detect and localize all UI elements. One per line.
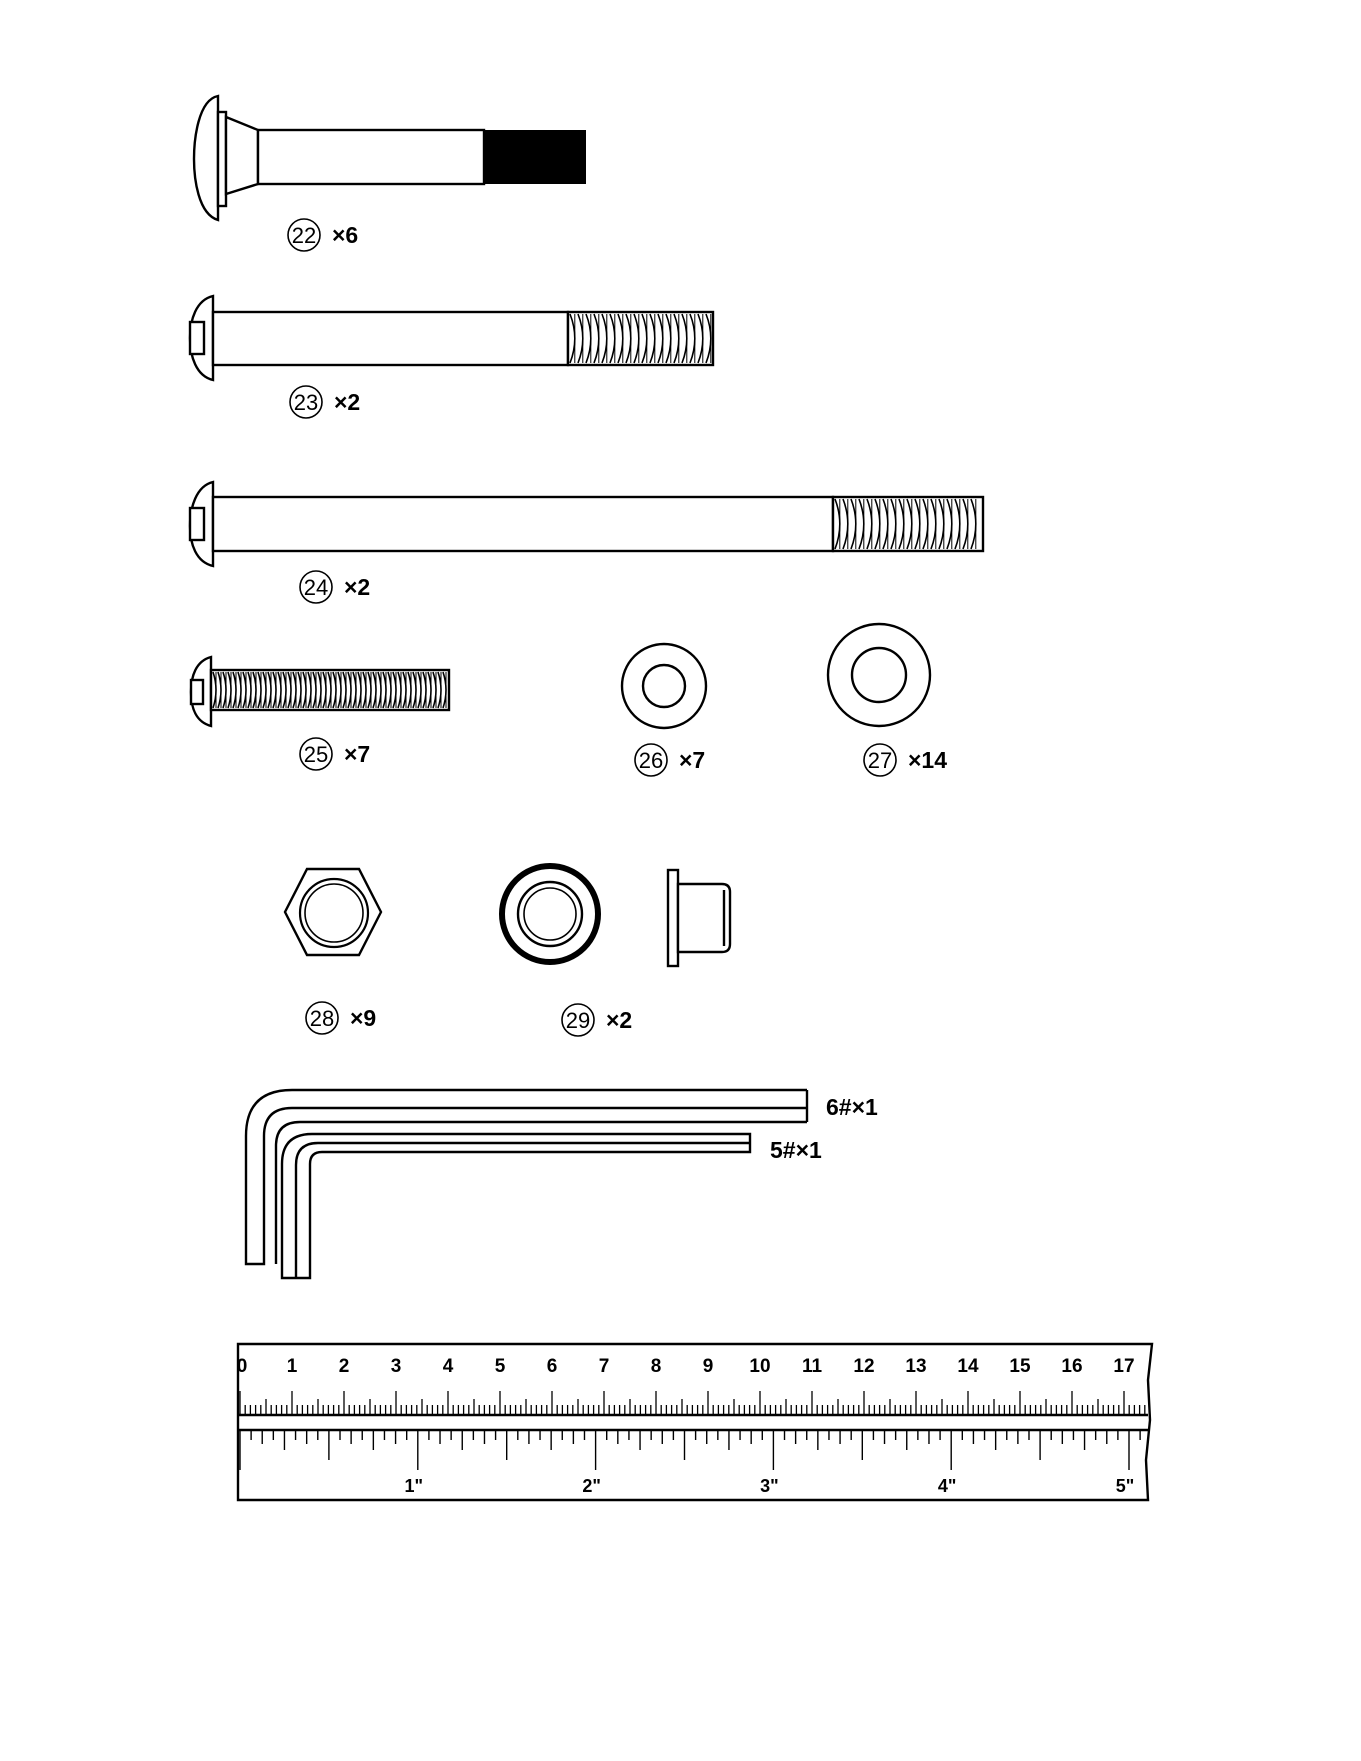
- mm-label: 11: [801, 1356, 823, 1377]
- part-number: 25: [303, 742, 329, 767]
- small-washer-26: [622, 644, 706, 728]
- hex-nut-28: [285, 869, 381, 955]
- button-head-bolt-23: [190, 296, 713, 380]
- part-label-26: [635, 744, 705, 776]
- part-quantity: ×6: [332, 222, 359, 248]
- part-label-23: [290, 386, 360, 418]
- inch-label: 1": [404, 1476, 424, 1496]
- inch-label: 4": [937, 1476, 957, 1496]
- part-label-28: [306, 1002, 376, 1034]
- part-quantity: ×7: [344, 741, 371, 767]
- part-number: 28: [309, 1006, 335, 1031]
- inch-label: 2": [582, 1476, 601, 1496]
- mm-label: 1: [286, 1356, 298, 1377]
- mm-label: 12: [853, 1356, 875, 1377]
- inch-label: 5": [1115, 1476, 1135, 1496]
- part-label-25: [300, 738, 370, 770]
- mm-scale: [237, 1356, 1145, 1415]
- part-label-24: [300, 571, 370, 603]
- mm-label: 6: [546, 1356, 558, 1377]
- mm-label: 13: [905, 1356, 927, 1377]
- part-number: 29: [565, 1008, 591, 1033]
- mm-label: 16: [1061, 1356, 1083, 1377]
- part-label-27: [864, 744, 947, 776]
- mm-label: 17: [1113, 1356, 1135, 1377]
- hex-key-6: [246, 1090, 878, 1264]
- part-quantity: ×7: [679, 747, 706, 773]
- bushing-29: [502, 866, 730, 966]
- mm-label: 10: [749, 1356, 771, 1377]
- mm-label: 15: [1009, 1356, 1031, 1377]
- mm-label: 7: [598, 1356, 610, 1377]
- part-number: 22: [291, 223, 317, 248]
- part-quantity: ×2: [344, 574, 371, 600]
- mm-label: 5: [494, 1356, 506, 1377]
- carriage-bolt-22: [194, 96, 586, 220]
- hex-key-5: [282, 1134, 822, 1278]
- short-bolt-25: [191, 657, 449, 726]
- part-number: 23: [293, 390, 319, 415]
- button-head-bolt-24: [190, 482, 983, 566]
- part-number: 27: [867, 748, 893, 773]
- hex-key-label: 6#×1: [826, 1094, 878, 1120]
- mm-label: 8: [650, 1356, 662, 1377]
- mm-label: 4: [442, 1356, 454, 1377]
- inch-scale: [240, 1430, 1140, 1496]
- inch-label: 3": [760, 1476, 779, 1496]
- part-number: 26: [638, 748, 664, 773]
- part-quantity: ×2: [334, 389, 361, 415]
- part-label-22: [288, 219, 358, 251]
- mm-label: 9: [702, 1356, 714, 1377]
- ruler: [237, 1344, 1152, 1500]
- mm-label: 14: [957, 1356, 979, 1377]
- mm-label: 2: [338, 1356, 350, 1377]
- mm-label: 0: [236, 1356, 248, 1377]
- hex-key-label: 5#×1: [770, 1137, 822, 1163]
- large-washer-27: [828, 624, 930, 726]
- part-quantity: ×9: [350, 1005, 377, 1031]
- part-quantity: ×14: [908, 747, 948, 773]
- part-quantity: ×2: [606, 1007, 633, 1033]
- part-label-29: [562, 1004, 632, 1036]
- mm-label: 3: [390, 1356, 402, 1377]
- part-number: 24: [303, 575, 329, 600]
